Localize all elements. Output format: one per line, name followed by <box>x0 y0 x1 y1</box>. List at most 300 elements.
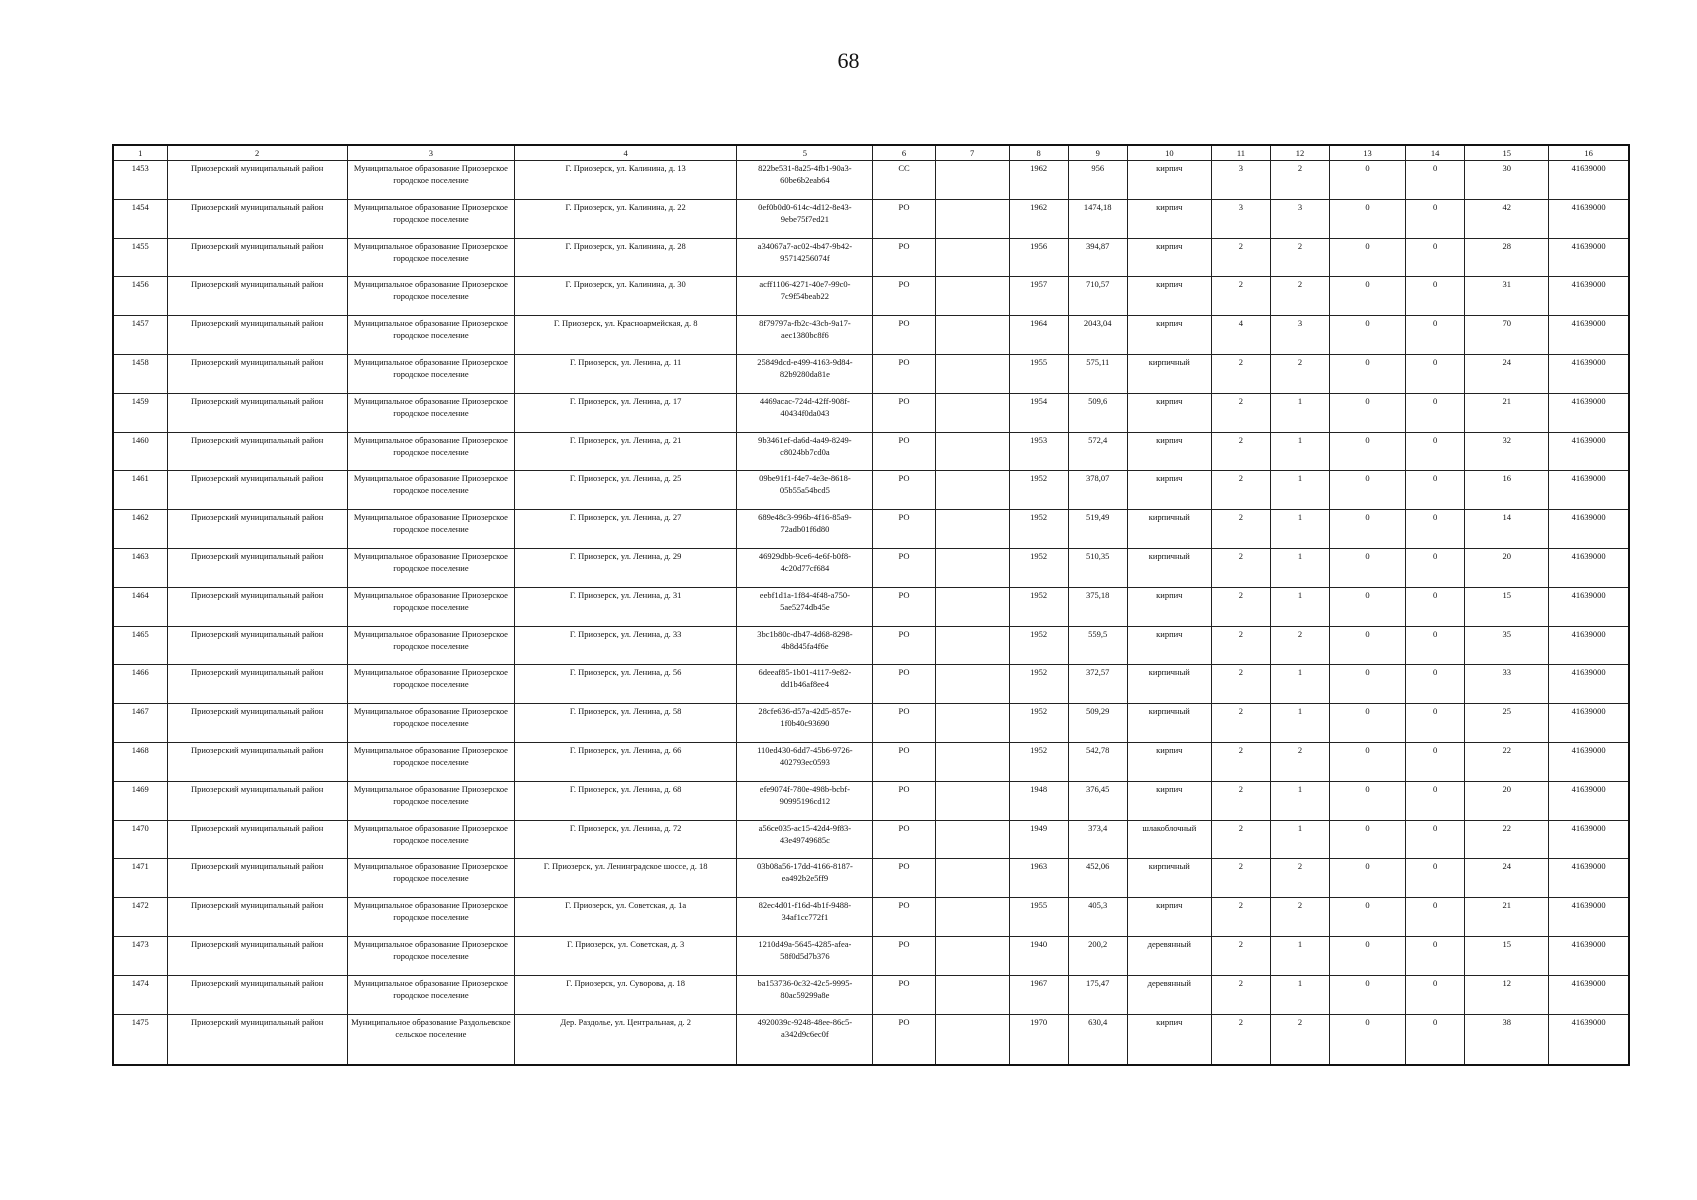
table-cell-col-15: 30 <box>1465 161 1549 200</box>
table-cell-col-10: кирпичный <box>1127 665 1211 704</box>
table-cell-col-3: Муниципальное образование Приозерское городское поселение <box>347 354 514 393</box>
table-cell-col-7 <box>935 587 1009 626</box>
table-cell-col-11: 3 <box>1211 199 1270 238</box>
table-cell-col-2: Приозерский муниципальный район <box>167 1014 347 1065</box>
table-cell-col-2: Приозерский муниципальный район <box>167 781 347 820</box>
table-cell-col-10: кирпич <box>1127 471 1211 510</box>
table-cell-col-12: 1 <box>1270 510 1329 549</box>
table-cell-col-5: efe9074f-780e-498b-bcbf-90995196cd12 <box>737 781 873 820</box>
table-cell-col-12: 2 <box>1270 277 1329 316</box>
table-cell-col-5: 4469acac-724d-42ff-908f-40434f0da043 <box>737 393 873 432</box>
table-cell-col-11: 2 <box>1211 626 1270 665</box>
table-cell-col-11: 2 <box>1211 898 1270 937</box>
table-cell-col-13: 0 <box>1330 238 1406 277</box>
table-cell-col-7 <box>935 199 1009 238</box>
table-cell-col-12: 1 <box>1270 587 1329 626</box>
table-cell-col-11: 2 <box>1211 238 1270 277</box>
table-cell-col-14: 0 <box>1406 936 1465 975</box>
table-cell-col-7 <box>935 316 1009 355</box>
table-cell-col-4: Г. Приозерск, ул. Ленина, д. 17 <box>515 393 737 432</box>
table-cell-col-11: 2 <box>1211 820 1270 859</box>
column-header-9: 9 <box>1068 145 1127 161</box>
table-cell-col-16: 41639000 <box>1549 238 1629 277</box>
table-cell-col-15: 22 <box>1465 820 1549 859</box>
table-cell-col-11: 4 <box>1211 316 1270 355</box>
table-cell-col-9: 510,35 <box>1068 548 1127 587</box>
table-cell-col-11: 2 <box>1211 742 1270 781</box>
table-cell-col-8: 1955 <box>1009 354 1068 393</box>
table-cell-col-15: 31 <box>1465 277 1549 316</box>
table-cell-col-9: 394,87 <box>1068 238 1127 277</box>
table-cell-col-8: 1967 <box>1009 975 1068 1014</box>
table-cell-col-12: 2 <box>1270 354 1329 393</box>
table-cell-col-8: 1953 <box>1009 432 1068 471</box>
table-cell-col-3: Муниципальное образование Приозерское городское поселение <box>347 859 514 898</box>
table-cell-col-15: 20 <box>1465 548 1549 587</box>
table-cell-col-14: 0 <box>1406 781 1465 820</box>
table-cell-col-16: 41639000 <box>1549 820 1629 859</box>
table-cell-col-12: 2 <box>1270 161 1329 200</box>
table-cell-col-10: кирпичный <box>1127 510 1211 549</box>
table-cell-col-13: 0 <box>1330 1014 1406 1065</box>
table-cell-col-13: 0 <box>1330 161 1406 200</box>
table-cell-col-12: 1 <box>1270 975 1329 1014</box>
table-cell-col-7 <box>935 704 1009 743</box>
table-cell-col-2: Приозерский муниципальный район <box>167 238 347 277</box>
table-cell-col-6: РО <box>873 820 935 859</box>
table-cell-col-16: 41639000 <box>1549 471 1629 510</box>
table-cell-col-15: 21 <box>1465 898 1549 937</box>
table-cell-col-12: 2 <box>1270 859 1329 898</box>
table-cell-col-6: РО <box>873 316 935 355</box>
table-cell-col-15: 22 <box>1465 742 1549 781</box>
table-cell-col-13: 0 <box>1330 471 1406 510</box>
table-cell-col-14: 0 <box>1406 1014 1465 1065</box>
table-cell-col-5: a56ce035-ac15-42d4-9f83-43e49749685c <box>737 820 873 859</box>
table-cell-col-1: 1474 <box>113 975 167 1014</box>
table-row <box>113 238 1629 277</box>
table-cell-col-4: Г. Приозерск, ул. Ленина, д. 58 <box>515 704 737 743</box>
table-cell-col-12: 1 <box>1270 936 1329 975</box>
table-cell-col-13: 0 <box>1330 820 1406 859</box>
table-cell-col-11: 2 <box>1211 781 1270 820</box>
table-cell-col-4: Г. Приозерск, ул. Калинина, д. 13 <box>515 161 737 200</box>
table-body <box>113 161 1629 1066</box>
table-cell-col-5: 3bc1b80c-db47-4d68-8298-4b8d45fa4f6e <box>737 626 873 665</box>
table-cell-col-15: 35 <box>1465 626 1549 665</box>
table-cell-col-11: 2 <box>1211 354 1270 393</box>
table-cell-col-7 <box>935 898 1009 937</box>
table-cell-col-10: кирпичный <box>1127 548 1211 587</box>
table-cell-col-10: кирпич <box>1127 587 1211 626</box>
table-cell-col-11: 2 <box>1211 665 1270 704</box>
table-cell-col-14: 0 <box>1406 859 1465 898</box>
table-cell-col-4: Г. Приозерск, ул. Ленина, д. 27 <box>515 510 737 549</box>
table-cell-col-2: Приозерский муниципальный район <box>167 975 347 1014</box>
table-cell-col-13: 0 <box>1330 898 1406 937</box>
table-cell-col-13: 0 <box>1330 393 1406 432</box>
table-cell-col-6: РО <box>873 199 935 238</box>
table-cell-col-16: 41639000 <box>1549 277 1629 316</box>
table-cell-col-4: Г. Приозерск, ул. Ленина, д. 29 <box>515 548 737 587</box>
table-cell-col-14: 0 <box>1406 471 1465 510</box>
table-cell-col-3: Муниципальное образование Приозерское городское поселение <box>347 432 514 471</box>
table-row <box>113 665 1629 704</box>
table-cell-col-16: 41639000 <box>1549 936 1629 975</box>
table-cell-col-8: 1952 <box>1009 704 1068 743</box>
table-cell-col-10: кирпич <box>1127 742 1211 781</box>
table-cell-col-7 <box>935 548 1009 587</box>
table-cell-col-12: 1 <box>1270 781 1329 820</box>
table-cell-col-2: Приозерский муниципальный район <box>167 471 347 510</box>
table-cell-col-1: 1453 <box>113 161 167 200</box>
table-cell-col-11: 2 <box>1211 975 1270 1014</box>
table-cell-col-4: Г. Приозерск, ул. Советская, д. 1а <box>515 898 737 937</box>
table-cell-col-7 <box>935 354 1009 393</box>
table-cell-col-10: шлакоблочный <box>1127 820 1211 859</box>
table-cell-col-14: 0 <box>1406 665 1465 704</box>
table-cell-col-1: 1472 <box>113 898 167 937</box>
table-cell-col-3: Муниципальное образование Приозерское городское поселение <box>347 936 514 975</box>
table-cell-col-16: 41639000 <box>1549 665 1629 704</box>
table-cell-col-13: 0 <box>1330 277 1406 316</box>
table-row <box>113 626 1629 665</box>
table-cell-col-2: Приозерский муниципальный район <box>167 432 347 471</box>
table-cell-col-1: 1473 <box>113 936 167 975</box>
table-cell-col-5: 110ed430-6dd7-45b6-9726-402793ec0593 <box>737 742 873 781</box>
table-cell-col-13: 0 <box>1330 975 1406 1014</box>
table-cell-col-11: 2 <box>1211 548 1270 587</box>
table-cell-col-2: Приозерский муниципальный район <box>167 587 347 626</box>
table-cell-col-5: 6deeaf85-1b01-4117-9e82-dd1b46af8ee4 <box>737 665 873 704</box>
table-cell-col-6: РО <box>873 742 935 781</box>
table-cell-col-2: Приозерский муниципальный район <box>167 393 347 432</box>
table-cell-col-6: РО <box>873 936 935 975</box>
table-cell-col-10: деревянный <box>1127 936 1211 975</box>
table-cell-col-13: 0 <box>1330 510 1406 549</box>
table-cell-col-9: 1474,18 <box>1068 199 1127 238</box>
table-cell-col-4: Дер. Раздолье, ул. Центральная, д. 2 <box>515 1014 737 1065</box>
table-cell-col-14: 0 <box>1406 626 1465 665</box>
column-header-14: 14 <box>1406 145 1465 161</box>
table-row <box>113 781 1629 820</box>
table-cell-col-2: Приозерский муниципальный район <box>167 548 347 587</box>
table-cell-col-10: кирпич <box>1127 432 1211 471</box>
table-cell-col-16: 41639000 <box>1549 859 1629 898</box>
housing-registry-table <box>112 144 1630 1066</box>
table-cell-col-3: Муниципальное образование Приозерское городское поселение <box>347 975 514 1014</box>
table-cell-col-10: кирпич <box>1127 161 1211 200</box>
table-cell-col-13: 0 <box>1330 354 1406 393</box>
table-cell-col-16: 41639000 <box>1549 161 1629 200</box>
table-cell-col-14: 0 <box>1406 510 1465 549</box>
table-row <box>113 587 1629 626</box>
table-cell-col-9: 2043,04 <box>1068 316 1127 355</box>
table-cell-col-6: РО <box>873 432 935 471</box>
table-cell-col-15: 28 <box>1465 238 1549 277</box>
table-cell-col-1: 1459 <box>113 393 167 432</box>
table-cell-col-4: Г. Приозерск, ул. Красноармейская, д. 8 <box>515 316 737 355</box>
table-row <box>113 432 1629 471</box>
table-cell-col-7 <box>935 742 1009 781</box>
table-row <box>113 199 1629 238</box>
table-cell-col-14: 0 <box>1406 199 1465 238</box>
table-cell-col-4: Г. Приозерск, ул. Калинина, д. 28 <box>515 238 737 277</box>
table-cell-col-7 <box>935 471 1009 510</box>
table-cell-col-9: 542,78 <box>1068 742 1127 781</box>
table-cell-col-16: 41639000 <box>1549 626 1629 665</box>
column-header-7: 7 <box>935 145 1009 161</box>
table-cell-col-6: РО <box>873 1014 935 1065</box>
table-cell-col-8: 1962 <box>1009 199 1068 238</box>
column-header-11: 11 <box>1211 145 1270 161</box>
table-cell-col-12: 2 <box>1270 626 1329 665</box>
table-row <box>113 742 1629 781</box>
table-cell-col-5: 0ef0b0d0-614c-4d12-8e43-9ebe75f7ed21 <box>737 199 873 238</box>
table-cell-col-6: РО <box>873 975 935 1014</box>
table-cell-col-6: РО <box>873 548 935 587</box>
table-cell-col-11: 3 <box>1211 161 1270 200</box>
table-cell-col-3: Муниципальное образование Раздольевское сельское поселение <box>347 1014 514 1065</box>
table-cell-col-14: 0 <box>1406 975 1465 1014</box>
table-cell-col-1: 1463 <box>113 548 167 587</box>
table-cell-col-13: 0 <box>1330 859 1406 898</box>
table-cell-col-12: 1 <box>1270 393 1329 432</box>
table-cell-col-15: 25 <box>1465 704 1549 743</box>
table-cell-col-12: 2 <box>1270 238 1329 277</box>
table-cell-col-16: 41639000 <box>1549 316 1629 355</box>
table-cell-col-16: 41639000 <box>1549 704 1629 743</box>
table-cell-col-5: eebf1d1a-1f84-4f48-a750-5ae5274db45e <box>737 587 873 626</box>
column-header-15: 15 <box>1465 145 1549 161</box>
table-cell-col-11: 2 <box>1211 587 1270 626</box>
table-cell-col-16: 41639000 <box>1549 1014 1629 1065</box>
table-cell-col-5: 4920039c-9248-48ee-86c5-a342d9c6ec0f <box>737 1014 873 1065</box>
table-cell-col-7 <box>935 665 1009 704</box>
table-cell-col-15: 33 <box>1465 665 1549 704</box>
table-cell-col-4: Г. Приозерск, ул. Ленинградское шоссе, д. 18 <box>515 859 737 898</box>
table-cell-col-1: 1458 <box>113 354 167 393</box>
table-cell-col-8: 1956 <box>1009 238 1068 277</box>
table-cell-col-13: 0 <box>1330 936 1406 975</box>
table-cell-col-15: 21 <box>1465 393 1549 432</box>
table-cell-col-6: РО <box>873 781 935 820</box>
table-cell-col-5: 46929dbb-9ce6-4e6f-b0f8-4c20d77cf684 <box>737 548 873 587</box>
table-cell-col-13: 0 <box>1330 548 1406 587</box>
table-cell-col-6: РО <box>873 238 935 277</box>
table-cell-col-4: Г. Приозерск, ул. Ленина, д. 11 <box>515 354 737 393</box>
table-cell-col-9: 509,6 <box>1068 393 1127 432</box>
table-cell-col-16: 41639000 <box>1549 199 1629 238</box>
table-cell-col-15: 12 <box>1465 975 1549 1014</box>
table-cell-col-14: 0 <box>1406 704 1465 743</box>
table-cell-col-3: Муниципальное образование Приозерское городское поселение <box>347 316 514 355</box>
table-row <box>113 859 1629 898</box>
table-cell-col-10: кирпич <box>1127 1014 1211 1065</box>
table-cell-col-7 <box>935 161 1009 200</box>
table-cell-col-3: Муниципальное образование Приозерское городское поселение <box>347 820 514 859</box>
table-row <box>113 316 1629 355</box>
table-cell-col-1: 1466 <box>113 665 167 704</box>
table-cell-col-14: 0 <box>1406 742 1465 781</box>
table-cell-col-9: 630,4 <box>1068 1014 1127 1065</box>
table-cell-col-11: 2 <box>1211 704 1270 743</box>
table-cell-col-16: 41639000 <box>1549 587 1629 626</box>
table-cell-col-9: 519,49 <box>1068 510 1127 549</box>
table-cell-col-3: Муниципальное образование Приозерское городское поселение <box>347 665 514 704</box>
table-cell-col-2: Приозерский муниципальный район <box>167 898 347 937</box>
table-cell-col-9: 452,06 <box>1068 859 1127 898</box>
table-cell-col-6: РО <box>873 665 935 704</box>
table-cell-col-3: Муниципальное образование Приозерское городское поселение <box>347 704 514 743</box>
table-cell-col-3: Муниципальное образование Приозерское городское поселение <box>347 161 514 200</box>
column-header-5: 5 <box>737 145 873 161</box>
table-cell-col-2: Приозерский муниципальный район <box>167 936 347 975</box>
table-cell-col-1: 1465 <box>113 626 167 665</box>
table-cell-col-7 <box>935 393 1009 432</box>
table-cell-col-8: 1952 <box>1009 510 1068 549</box>
table-cell-col-15: 32 <box>1465 432 1549 471</box>
table-cell-col-4: Г. Приозерск, ул. Ленина, д. 72 <box>515 820 737 859</box>
table-cell-col-4: Г. Приозерск, ул. Ленина, д. 56 <box>515 665 737 704</box>
table-cell-col-1: 1462 <box>113 510 167 549</box>
table-cell-col-5: ba153736-0c32-42c5-9995-80ac59299a8e <box>737 975 873 1014</box>
table-cell-col-1: 1468 <box>113 742 167 781</box>
table-row <box>113 975 1629 1014</box>
table-cell-col-2: Приозерский муниципальный район <box>167 626 347 665</box>
table-cell-col-16: 41639000 <box>1549 742 1629 781</box>
table-cell-col-13: 0 <box>1330 432 1406 471</box>
table-cell-col-10: деревянный <box>1127 975 1211 1014</box>
table-cell-col-8: 1957 <box>1009 277 1068 316</box>
table-cell-col-8: 1952 <box>1009 548 1068 587</box>
table-cell-col-7 <box>935 277 1009 316</box>
table-cell-col-4: Г. Приозерск, ул. Суворова, д. 18 <box>515 975 737 1014</box>
table-cell-col-9: 572,4 <box>1068 432 1127 471</box>
table-cell-col-10: кирпичный <box>1127 704 1211 743</box>
table-row <box>113 354 1629 393</box>
table-cell-col-7 <box>935 238 1009 277</box>
table-cell-col-6: РО <box>873 587 935 626</box>
table-cell-col-4: Г. Приозерск, ул. Ленина, д. 25 <box>515 471 737 510</box>
table-cell-col-2: Приозерский муниципальный район <box>167 820 347 859</box>
table-cell-col-16: 41639000 <box>1549 898 1629 937</box>
table-cell-col-14: 0 <box>1406 432 1465 471</box>
table-cell-col-4: Г. Приозерск, ул. Ленина, д. 33 <box>515 626 737 665</box>
table-cell-col-11: 2 <box>1211 510 1270 549</box>
table-cell-col-12: 3 <box>1270 316 1329 355</box>
table-row <box>113 393 1629 432</box>
table-cell-col-7 <box>935 936 1009 975</box>
table-cell-col-8: 1952 <box>1009 587 1068 626</box>
table-cell-col-5: 82ec4d01-f16d-4b1f-9488-34af1cc772f1 <box>737 898 873 937</box>
table-cell-col-2: Приозерский муниципальный район <box>167 859 347 898</box>
table-cell-col-6: РО <box>873 859 935 898</box>
table-cell-col-8: 1948 <box>1009 781 1068 820</box>
table-cell-col-10: кирпич <box>1127 316 1211 355</box>
table-cell-col-3: Муниципальное образование Приозерское городское поселение <box>347 587 514 626</box>
table-cell-col-16: 41639000 <box>1549 975 1629 1014</box>
table-cell-col-8: 1952 <box>1009 471 1068 510</box>
table-cell-col-5: 09be91f1-f4e7-4e3e-8618-05b55a54bcd5 <box>737 471 873 510</box>
table-cell-col-13: 0 <box>1330 704 1406 743</box>
table-cell-col-13: 0 <box>1330 626 1406 665</box>
table-row <box>113 471 1629 510</box>
table-row <box>113 510 1629 549</box>
table-cell-col-3: Муниципальное образование Приозерское городское поселение <box>347 238 514 277</box>
table-cell-col-1: 1456 <box>113 277 167 316</box>
table-cell-col-12: 2 <box>1270 742 1329 781</box>
table-cell-col-9: 405,3 <box>1068 898 1127 937</box>
table-cell-col-10: кирпич <box>1127 781 1211 820</box>
table-row <box>113 277 1629 316</box>
table-cell-col-7 <box>935 820 1009 859</box>
table-cell-col-14: 0 <box>1406 820 1465 859</box>
table-cell-col-11: 2 <box>1211 393 1270 432</box>
column-header-12: 12 <box>1270 145 1329 161</box>
table-cell-col-14: 0 <box>1406 587 1465 626</box>
table-cell-col-12: 1 <box>1270 432 1329 471</box>
table-cell-col-12: 1 <box>1270 548 1329 587</box>
table-cell-col-1: 1467 <box>113 704 167 743</box>
table-cell-col-14: 0 <box>1406 316 1465 355</box>
table-cell-col-10: кирпичный <box>1127 354 1211 393</box>
column-number-header-row <box>113 145 1629 161</box>
table-cell-col-4: Г. Приозерск, ул. Калинина, д. 30 <box>515 277 737 316</box>
table-cell-col-3: Муниципальное образование Приозерское городское поселение <box>347 742 514 781</box>
table-cell-col-1: 1454 <box>113 199 167 238</box>
table-cell-col-13: 0 <box>1330 781 1406 820</box>
column-header-4: 4 <box>515 145 737 161</box>
table-row <box>113 898 1629 937</box>
column-header-13: 13 <box>1330 145 1406 161</box>
table-cell-col-3: Муниципальное образование Приозерское городское поселение <box>347 199 514 238</box>
table-cell-col-15: 14 <box>1465 510 1549 549</box>
table-cell-col-11: 2 <box>1211 859 1270 898</box>
table-cell-col-11: 2 <box>1211 471 1270 510</box>
table-cell-col-8: 1952 <box>1009 665 1068 704</box>
table-cell-col-3: Муниципальное образование Приозерское городское поселение <box>347 781 514 820</box>
table-cell-col-5: a34067a7-ac02-4b47-9b42-95714256074f <box>737 238 873 277</box>
table-cell-col-14: 0 <box>1406 548 1465 587</box>
table-cell-col-14: 0 <box>1406 354 1465 393</box>
table-cell-col-1: 1471 <box>113 859 167 898</box>
table-cell-col-12: 1 <box>1270 665 1329 704</box>
table-cell-col-11: 2 <box>1211 277 1270 316</box>
table-cell-col-1: 1464 <box>113 587 167 626</box>
table-cell-col-6: РО <box>873 898 935 937</box>
table-cell-col-5: 25849dcd-e499-4163-9d84-82b9280da81e <box>737 354 873 393</box>
table-cell-col-8: 1949 <box>1009 820 1068 859</box>
table-cell-col-15: 20 <box>1465 781 1549 820</box>
table-cell-col-9: 575,11 <box>1068 354 1127 393</box>
table-cell-col-5: acff1106-4271-40e7-99c0-7c9f54beab22 <box>737 277 873 316</box>
table-cell-col-14: 0 <box>1406 161 1465 200</box>
table-row <box>113 1014 1629 1065</box>
table-cell-col-5: 03b08a56-17dd-4166-8187-ea492b2e5ff9 <box>737 859 873 898</box>
table-cell-col-12: 1 <box>1270 471 1329 510</box>
table-cell-col-12: 2 <box>1270 898 1329 937</box>
table-cell-col-14: 0 <box>1406 277 1465 316</box>
table-cell-col-4: Г. Приозерск, ул. Советская, д. 3 <box>515 936 737 975</box>
table-cell-col-15: 16 <box>1465 471 1549 510</box>
table-cell-col-10: кирпич <box>1127 238 1211 277</box>
table-row <box>113 936 1629 975</box>
table-cell-col-9: 956 <box>1068 161 1127 200</box>
table-cell-col-7 <box>935 1014 1009 1065</box>
table-cell-col-6: РО <box>873 277 935 316</box>
table-cell-col-8: 1963 <box>1009 859 1068 898</box>
